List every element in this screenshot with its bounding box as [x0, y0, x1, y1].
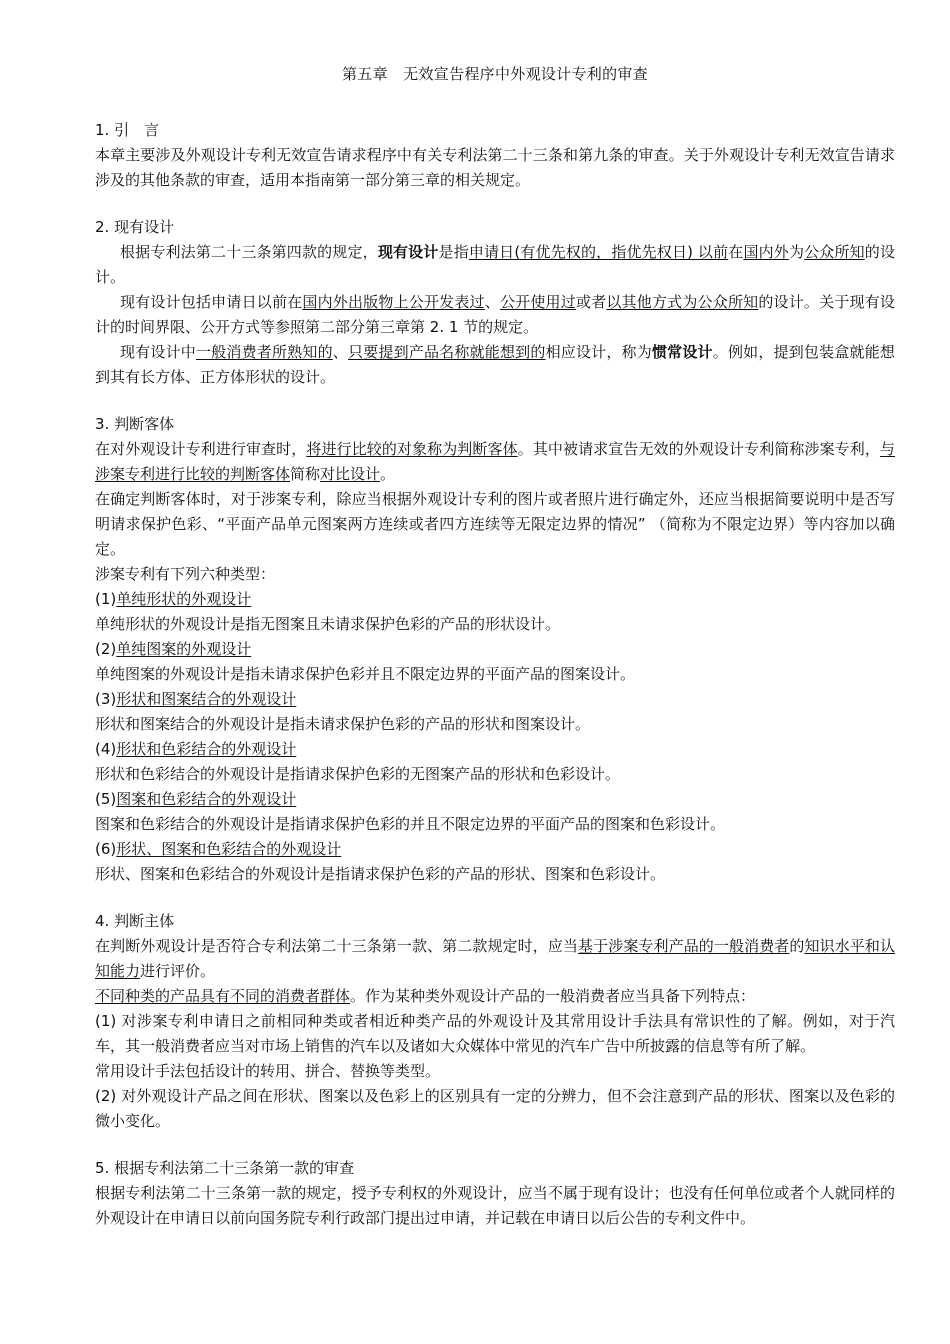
section-2-heading: 2. 现有设计 — [95, 218, 175, 236]
section-3-paragraph-1 — [95, 437, 895, 487]
underlined-phrase: 对比设计 — [320, 465, 381, 483]
type-5-description: 图案和色彩结合的外观设计是指请求保护色彩的并且不限定边界的平面产品的图案和色彩设计。 — [95, 815, 726, 833]
type-1-heading — [95, 587, 895, 612]
text-run: 。其中被请求宣告无效的外观设计专利简称涉案专利， — [517, 440, 880, 458]
text-run: 或者 — [575, 293, 607, 311]
type-name: 形状和图案结合的外观设计 — [116, 690, 297, 708]
type-5-heading — [95, 787, 895, 812]
type-3-heading — [95, 687, 895, 712]
section-4-paragraph-1 — [95, 934, 895, 984]
section-2-paragraph-3 — [95, 340, 895, 390]
section-3-paragraph-3: 涉案专利有下列六种类型： — [95, 565, 276, 583]
text-run: 、 — [332, 343, 348, 361]
text-run: 现有设计中 — [120, 343, 196, 361]
text-run: 进行评价。 — [140, 962, 216, 980]
section-4-heading: 4. 判断主体 — [95, 912, 175, 930]
section-1-heading: 1. 引 言 — [95, 121, 160, 139]
text-run: 的设计。 — [95, 243, 895, 286]
type-number: (1) — [95, 590, 117, 608]
text-run: 为 — [788, 243, 805, 261]
text-run: 。 — [380, 465, 396, 483]
type-number: (2) — [95, 640, 117, 658]
text-run: 在判断外观设计是否符合专利法第二十三条第一款、第二款规定时，应当 — [95, 937, 579, 955]
text-run: 现有设计包括申请日以前在 — [120, 293, 303, 311]
type-2-description: 单纯图案的外观设计是指未请求保护色彩并且不限定边界的平面产品的图案设计。 — [95, 665, 636, 683]
underlined-phrase: 以其他方式为公众所知 — [606, 293, 759, 311]
type-6-heading — [95, 837, 895, 862]
type-number: (4) — [95, 740, 117, 758]
underlined-phrase: 知识水平和认知能力 — [95, 937, 895, 980]
section-4-paragraph-3: (1) 对涉案专利申请日之前相同种类或者相近种类产品的外观设计及其常用设计手法具有常识性的了解。例如，对于汽车，其一般消费者应当对市场上销售的汽车以及诸如大众媒体中常见的汽车广告中所披露的信息等有所了解。 — [95, 1012, 895, 1055]
section-2-paragraph-1 — [95, 240, 895, 290]
term-bold: 惯常设计 — [651, 343, 713, 361]
section-3-heading: 3. 判断客体 — [95, 415, 175, 433]
type-number: (3) — [95, 690, 117, 708]
section-1-paragraph: 本章主要涉及外观设计专利无效宣告请求程序中有关专利法第二十三条和第九条的审查。关于外观设计专利无效宣告请求涉及的其他条款的审查，适用本指南第一部分第三章的相关规定。 — [95, 146, 895, 189]
section-3-paragraph-2: 在确定判断客体时，对于涉案专利，除应当根据外观设计专利的图片或者照片进行确定外，还应当根据简要说明中是否写明请求保护色彩、“平面产品单元图案两方连续或者四方连续等无限定边界的情况” （简称为不限定边界）等内容加以确定。 — [95, 490, 895, 558]
type-number: (5) — [95, 790, 117, 808]
underlined-phrase: 不同种类的产品具有不同的消费者群体 — [95, 987, 351, 1005]
underlined-phrase: 一般消费者所熟知的 — [196, 343, 333, 361]
underlined-phrase: 国内外 — [743, 243, 789, 261]
underlined-phrase: 申请日(有优先权的，指优先权日) 以前 — [468, 243, 729, 261]
section-5-heading: 5. 根据专利法第二十三条第一款的审查 — [95, 1159, 355, 1177]
text-run: 。作为某种类外观设计产品的一般消费者应当具备下列特点： — [350, 987, 756, 1005]
section-4-paragraph-5: (2) 对外观设计产品之间在形状、图案以及色彩上的区别具有一定的分辨力，但不会注意到产品的形状、图案以及色彩的微小变化。 — [95, 1087, 895, 1130]
underlined-phrase: 一般消费者 — [713, 937, 790, 955]
text-run: 的设计。关于现有设计的时间界限、公开方式等参照第二部分第三章第 2. 1 节的规定。 — [95, 293, 895, 336]
underlined-phrase: 基于涉案专利产品的 — [578, 937, 714, 955]
text-run: 、 — [484, 293, 500, 311]
text-run: 相应设计，称为 — [545, 343, 652, 361]
type-4-description: 形状和色彩结合的外观设计是指请求保护色彩的无图案产品的形状和色彩设计。 — [95, 765, 621, 783]
type-1-description: 单纯形状的外观设计是指无图案且未请求保护色彩的产品的形状设计。 — [95, 615, 561, 633]
type-6-description: 形状、图案和色彩结合的外观设计是指请求保护色彩的产品的形状、图案和色彩设计。 — [95, 865, 666, 883]
text-run: 的 — [789, 937, 805, 955]
text-run: 是指 — [438, 243, 469, 261]
section-2-paragraph-2 — [95, 290, 895, 340]
underlined-phrase: 只要提到产品名称就能想到的 — [347, 343, 546, 361]
type-name: 单纯形状的外观设计 — [116, 590, 252, 608]
term-bold: 现有设计 — [377, 243, 439, 261]
section-4-paragraph-4: 常用设计手法包括设计的转用、拼合、替换等类型。 — [95, 1062, 441, 1080]
type-3-description: 形状和图案结合的外观设计是指未请求保护色彩的产品的形状和图案设计。 — [95, 715, 591, 733]
text-run: 在 — [728, 243, 744, 261]
type-name: 形状、图案和色彩结合的外观设计 — [116, 840, 342, 858]
type-name: 单纯图案的外观设计 — [116, 640, 252, 658]
type-name: 图案和色彩结合的外观设计 — [116, 790, 297, 808]
underlined-phrase: 国内外出版物上公开发表过 — [302, 293, 485, 311]
section-5-paragraph: 根据专利法第二十三条第一款的规定，授予专利权的外观设计，应当不属于现有设计；也没有任何单位或者个人就同样的外观设计在申请日以前向国务院专利行政部门提出过申请，并记载在申请日以后公告的专利文件中。 — [95, 1184, 895, 1227]
text-run: 在对外观设计专利进行审查时， — [95, 440, 307, 458]
chapter-title: 第五章 无效宣告程序中外观设计专利的审查 — [341, 65, 648, 83]
type-number: (6) — [95, 840, 117, 858]
underlined-phrase: 公开使用过 — [499, 293, 576, 311]
underlined-phrase: 将进行比较的对象称为判断客体 — [306, 440, 518, 458]
section-4-paragraph-2 — [95, 984, 895, 1009]
text-run: 简称 — [290, 465, 321, 483]
underlined-phrase: 与涉案专利进行比较的判断客体 — [95, 440, 895, 483]
underlined-phrase: 公众所知 — [804, 243, 865, 261]
type-4-heading — [95, 737, 895, 762]
text-run: 。例如，提到包装盒就能想到其有长方体、正方体形状的设计。 — [95, 343, 895, 386]
text-run: 根据专利法第二十三条第四款的规定， — [120, 243, 378, 261]
type-name: 形状和色彩结合的外观设计 — [116, 740, 297, 758]
type-2-heading — [95, 637, 895, 662]
document-page — [95, 62, 895, 1231]
